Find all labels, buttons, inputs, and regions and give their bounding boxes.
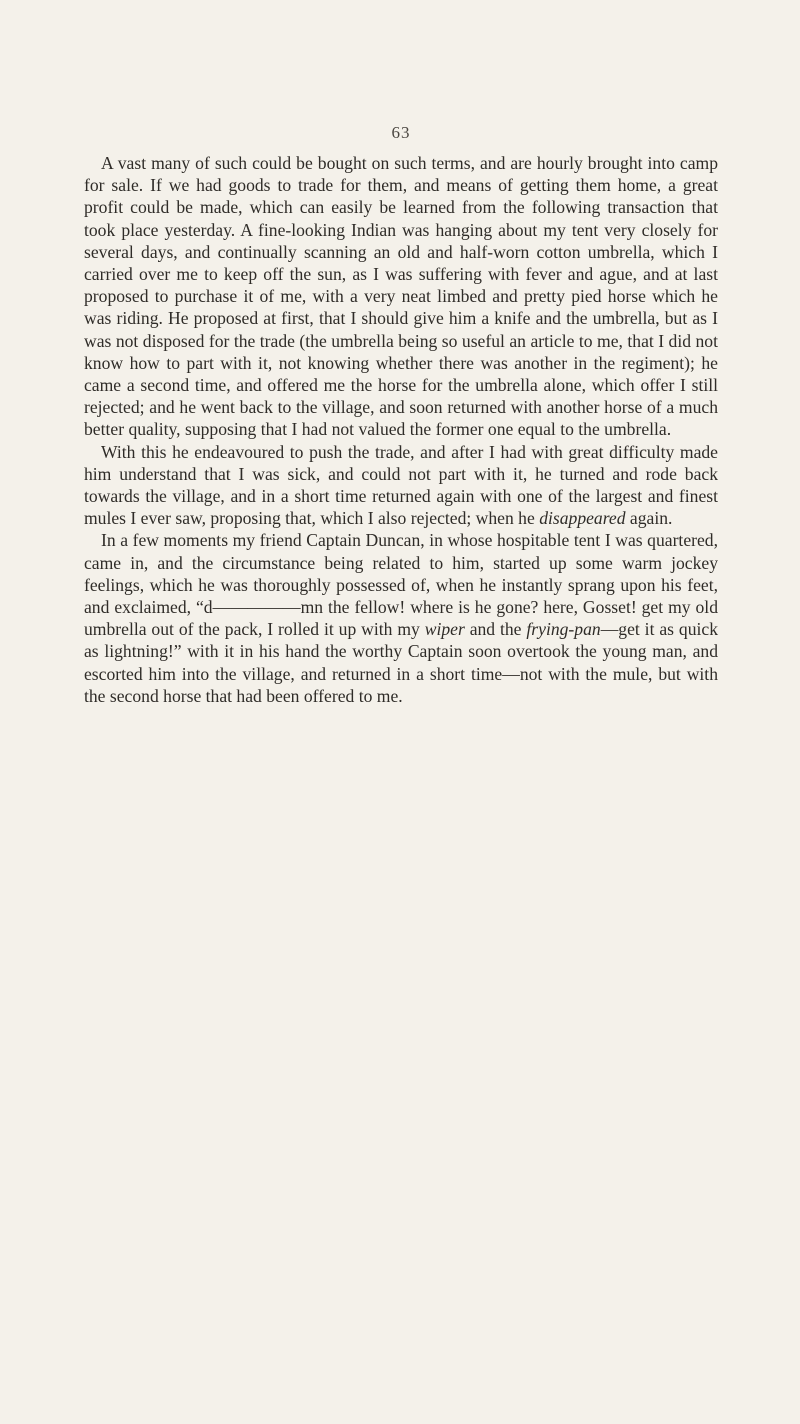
- paragraph-2-italic-disappeared: disappeared: [539, 508, 626, 529]
- paragraph-1: [84, 152, 718, 441]
- paragraph-3-text-mid: and the: [464, 619, 527, 640]
- paragraph-3-italic-wiper: wiper: [424, 619, 465, 640]
- page-number: 63: [391, 123, 411, 142]
- body-text: [84, 152, 718, 707]
- paragraph-2-text-end: again.: [625, 508, 673, 529]
- paragraph-3: [84, 529, 718, 707]
- paragraph-1-text: A vast many of such could be bought on such terms, and are hourly brought into camp for sale. If we had goods to trade for them, and means of getting them home, a great profit could be made, which can easily be learned from the following transaction that took place yesterday. A fine-looking Indian was hanging about my tent very closely for several days, and continually scanning an old and half-worn cotton umbrella, which I carried over me to keep off the sun, as I was suffering with fever and ague, and at last proposed to purchase it of me, with a very neat limbed and pretty pied horse which he was riding. He proposed at first, that I should give him a knife and the umbrella, but as I was not disposed for the trade (the umbrella being so useful an article to me, that I did not know how to part with it, not knowing whether there was another in the regiment); he came a second time, and offered me the horse for the umbrella alone, which offer I still rejected; and he went back to the village, and soon returned with another horse of a much better quality, supposing that I had not valued the former one equal to the umbrella.: [84, 153, 718, 440]
- paragraph-2: [84, 441, 718, 530]
- paragraph-2-text: With this he endeavoured to push the trade, and after I had with great difficulty made him understand that I was sick, and could not part with it, he turned and rode back towards the village, and in a short time returned again with one of the largest and finest mules I ever saw, proposing that, which I also rejected; when he: [84, 441, 718, 529]
- paragraph-3-italic-frying-pan: frying-pan: [526, 619, 601, 640]
- paragraph-3-text-end: —get it as quick as lightning!” with it in his hand the worthy Captain soon overtook the young man, and escorted him into the village, and returned in a short time—not with the mule, but with the second horse that had been offered to me.: [84, 619, 718, 706]
- paragraph-3-text: In a few moments my friend Captain Duncan, in whose hospitable tent I was quartered, came in, and the circumstance being related to him, started up some warm jockey feelings, which he was thoroughly possessed of, when he instantly sprang upon his feet, and exclaimed, “d—————mn the fellow! where is he gone? here, Gosset! get my old umbrella out of the pack, I rolled it up with my: [84, 530, 718, 640]
